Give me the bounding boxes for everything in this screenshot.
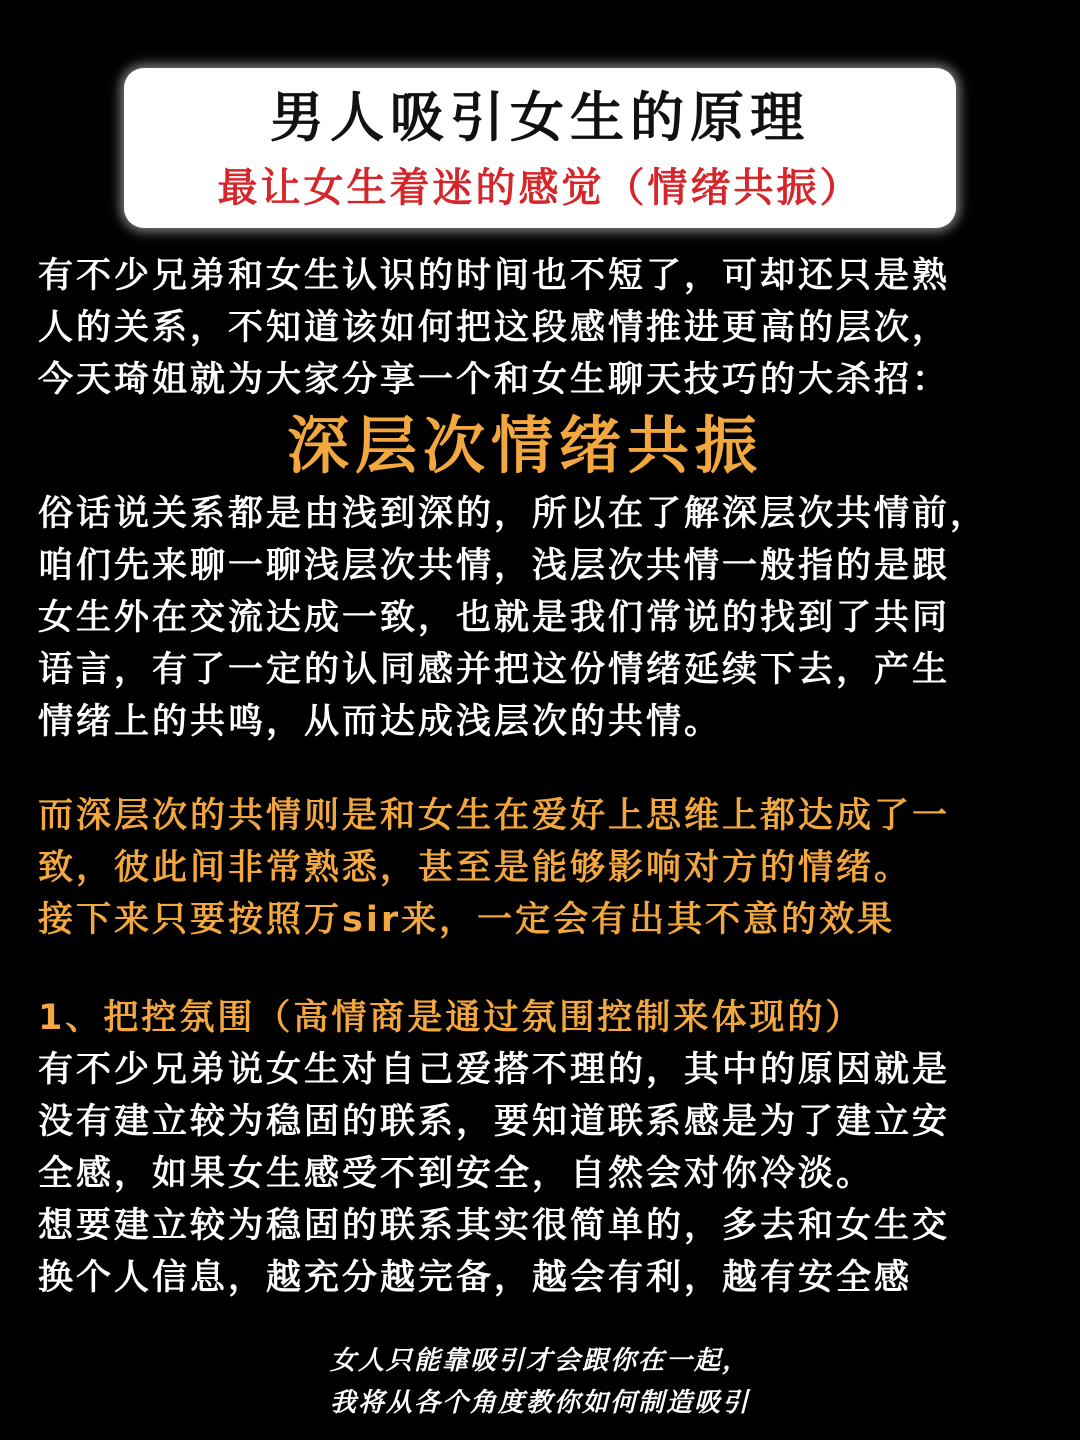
page-title: 男人吸引女生的原理 — [270, 85, 810, 149]
shallow-line: 俗话说关系都是由浅到深的，所以在了解深层次共情前， — [38, 494, 989, 534]
section-1 — [38, 992, 1068, 1304]
intro-line: 人的关系，不知道该如何把这段感情推进更高的层次， — [38, 308, 951, 348]
key-headline: 深层次情绪共振 — [286, 409, 763, 482]
deep-line: 接下来只要按照万sir来，一定会有出其不意的效果 — [38, 900, 896, 940]
section-1-heading: 1、把控氛围（高情商是通过氛围控制来体现的） — [38, 998, 864, 1038]
section-1-line: 换个人信息，越充分越完备，越会有利，越有安全感 — [38, 1258, 913, 1298]
shallow-line: 女生外在交流达成一致，也就是我们常说的找到了共同 — [38, 598, 951, 638]
deep-line: 而深层次的共情则是和女生在爱好上思维上都达成了一 — [38, 796, 951, 836]
shallow-empathy-paragraph — [38, 488, 1068, 748]
title-card — [124, 68, 956, 228]
section-1-line: 想要建立较为稳固的联系其实很简单的，多去和女生交 — [38, 1206, 951, 1246]
section-1-line: 全感，如果女生感受不到安全，自然会对你冷淡。 — [38, 1154, 875, 1194]
section-1-line: 没有建立较为稳固的联系，要知道联系感是为了建立安 — [38, 1102, 951, 1142]
intro-line: 有不少兄弟和女生认识的时间也不短了，可却还只是熟 — [38, 256, 951, 296]
intro-line: 今天琦姐就为大家分享一个和女生聊天技巧的大杀招： — [38, 360, 951, 400]
footer-caption — [0, 1340, 1080, 1424]
footer-line: 女人只能靠吸引才会跟你在一起， — [329, 1346, 750, 1376]
footer-line: 我将从各个角度教你如何制造吸引 — [329, 1388, 750, 1418]
section-1-line: 有不少兄弟说女生对自己爱搭不理的，其中的原因就是 — [38, 1050, 951, 1090]
shallow-line: 语言，有了一定的认同感并把这份情绪延续下去，产生 — [38, 650, 951, 690]
intro-paragraph — [38, 250, 1068, 406]
deep-empathy-paragraph — [38, 790, 1068, 946]
shallow-line: 情绪上的共鸣，从而达成浅层次的共情。 — [38, 702, 723, 742]
shallow-line: 咱们先来聊一聊浅层次共情，浅层次共情一般指的是跟 — [38, 546, 951, 586]
page-subtitle: 最让女生着迷的感觉（情绪共振） — [217, 165, 863, 211]
deep-line: 致，彼此间非常熟悉，甚至是能够影响对方的情绪。 — [38, 848, 913, 888]
